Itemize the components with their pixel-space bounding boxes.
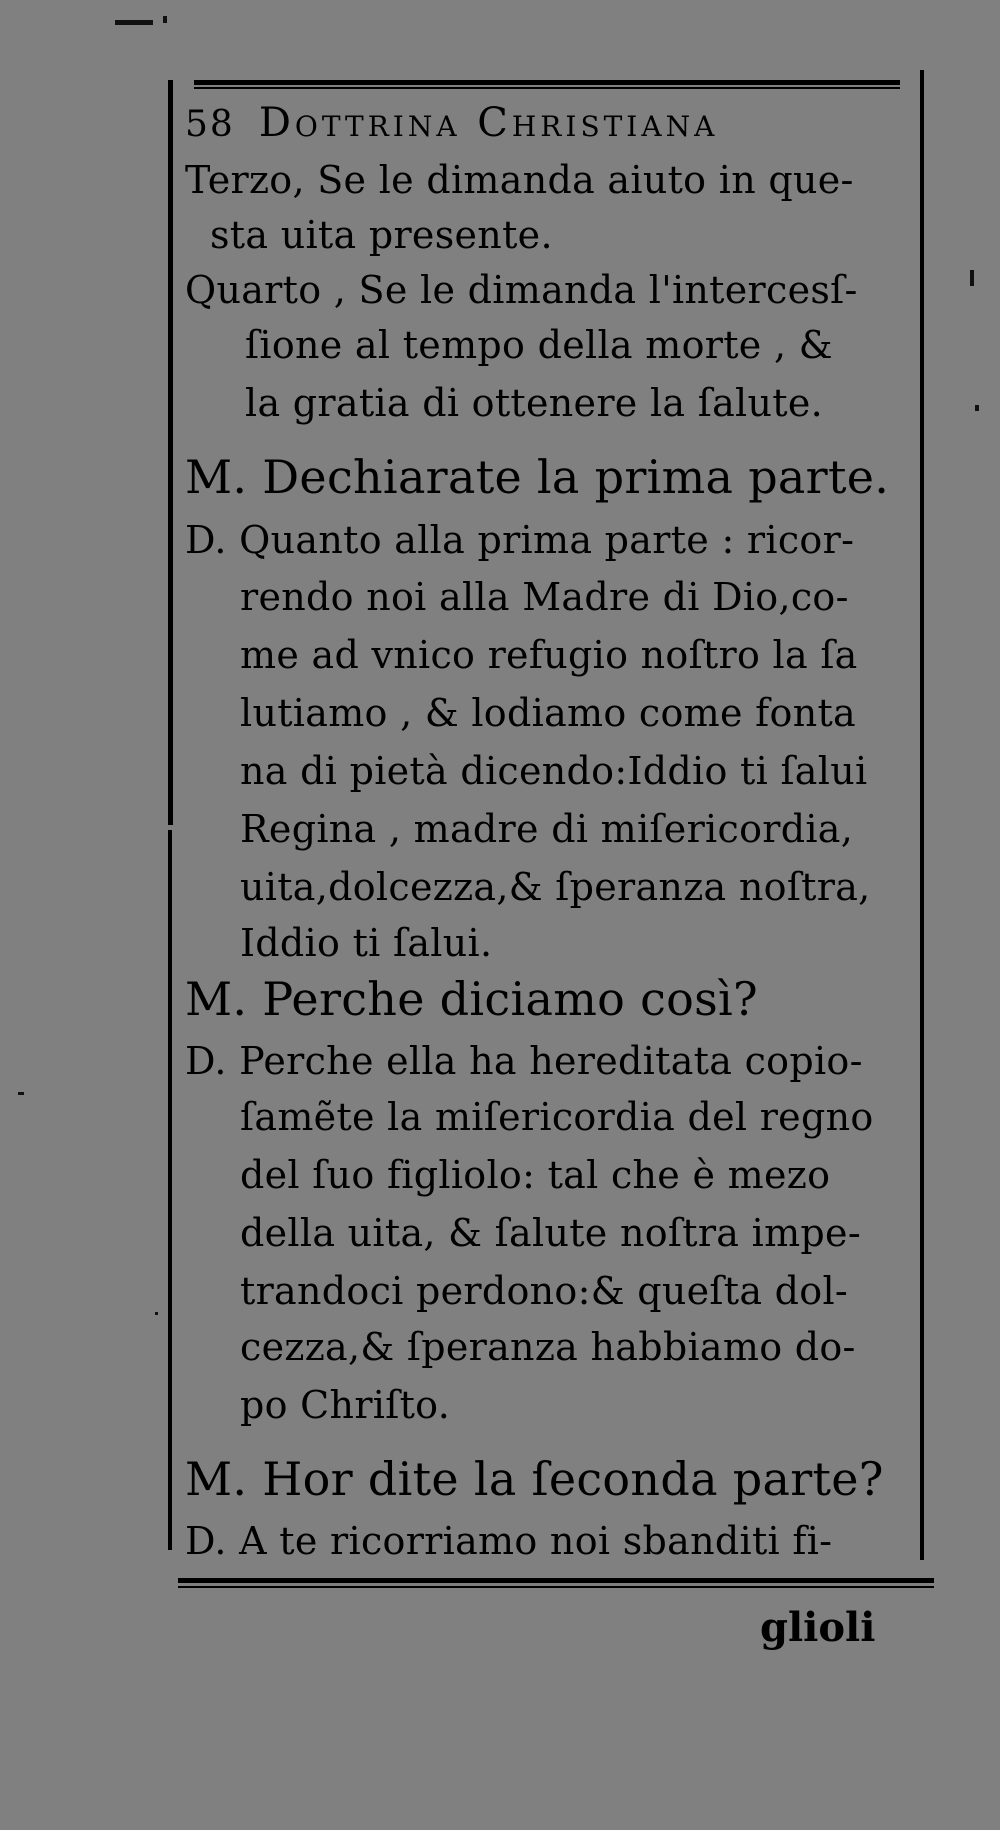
- answer-line: uita,dolcezza,& ſperanza noſtra,: [240, 865, 871, 909]
- running-title: Dottrina Christiana: [258, 100, 719, 146]
- ink-speck: [18, 1092, 24, 1095]
- question-heading: M. Perche diciamo così?: [185, 972, 759, 1026]
- frame-top-rule: [194, 80, 900, 85]
- answer-line: D. A te ricorriamo noi sbanditi fi-: [185, 1519, 833, 1563]
- answer-line: della uita, & ſalute noſtra impe-: [240, 1211, 861, 1255]
- answer-line: D. Quanto alla prima parte : ricor-: [185, 518, 855, 562]
- answer-line: D. Perche ella ha hereditata copio-: [185, 1039, 863, 1083]
- text-line: sta uita presente.: [210, 213, 553, 257]
- answer-line: lutiamo , & lodiamo come fonta: [240, 691, 857, 735]
- answer-line: trandoci perdono:& queſta dol-: [240, 1269, 849, 1313]
- answer-line: Iddio ti ſalui.: [240, 921, 493, 965]
- answer-line: rendo noi alla Madre di Dio,co-: [240, 575, 849, 619]
- question-heading: M. Dechiarate la prima parte.: [185, 450, 890, 504]
- frame-bottom-rule-thin: [178, 1586, 934, 1588]
- answer-line: cezza,& ſperanza habbiamo do-: [240, 1325, 856, 1369]
- text-line: la gratia di ottenere la ſalute.: [245, 381, 824, 425]
- ink-speck: [975, 405, 979, 411]
- frame-bottom-rule: [178, 1578, 934, 1583]
- text-line: Quarto , Se le dimanda l'intercesſ-: [185, 268, 858, 312]
- frame-right-rule: [920, 70, 924, 1560]
- frame-left-rule-lower: [168, 830, 172, 1550]
- answer-line: na di pietà dicendo:Iddio ti ſalui: [240, 749, 868, 793]
- ink-speck: [163, 16, 167, 23]
- frame-top-rule-thin: [194, 87, 900, 89]
- answer-line: ſamẽte la miſericordia del regno: [240, 1095, 874, 1139]
- ink-speck: [155, 1312, 158, 1315]
- question-heading: M. Hor dite la ſeconda parte?: [185, 1452, 884, 1506]
- ink-speck: [115, 20, 153, 25]
- answer-line: po Chriſto.: [240, 1383, 451, 1427]
- answer-line: me ad vnico refugio noſtro la ſa: [240, 633, 858, 677]
- ink-speck: [970, 270, 974, 286]
- running-head: [185, 100, 718, 150]
- catchword: glioli: [760, 1604, 876, 1651]
- page-number: 58: [185, 104, 235, 145]
- text-line: Terzo, Se le dimanda aiuto in que-: [185, 158, 854, 202]
- text-line: ſione al tempo della morte , &: [245, 323, 833, 367]
- frame-left-rule: [168, 80, 173, 825]
- answer-line: Regina , madre di miſericordia,: [240, 807, 854, 851]
- answer-line: del ſuo figliolo: tal che è mezo: [240, 1153, 831, 1197]
